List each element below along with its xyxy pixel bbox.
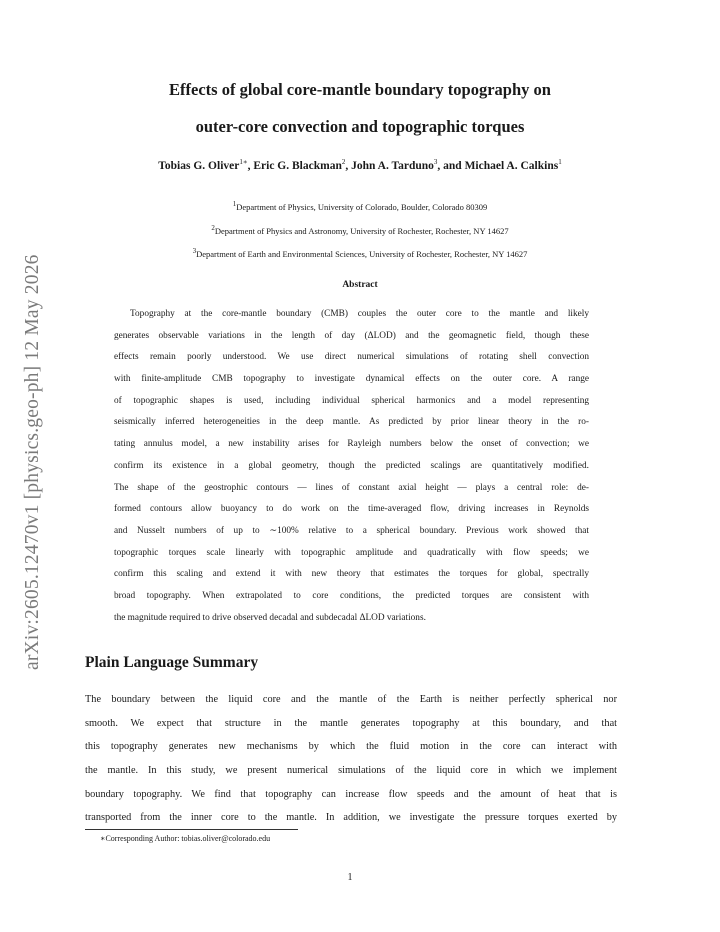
paper-title-line-1: Effects of global core-mantle boundary topography on (169, 80, 551, 99)
author-name: Michael A. Calkins (464, 159, 559, 172)
arxiv-identifier-stamp: arXiv:2605.12470v1 [physics.geo-ph] 12 May 2026 (22, 254, 43, 670)
abstract-line: broad topography. When extrapolated to core conditions, the predicted torques are consistent with (114, 590, 589, 601)
abstract-line: formed contours allow buoyancy to do work on the time-averaged flow, driving increases in Reynolds (114, 504, 589, 515)
summary-line: The boundary between the liquid core and the mantle of the Earth is neither perfectly spherical nor (85, 694, 617, 705)
paper-title-line-2: outer-core convection and topographic torques (195, 117, 525, 136)
abstract-body (114, 304, 589, 629)
page-number: 1 (347, 872, 353, 883)
author-separator: , (345, 159, 352, 172)
footnote-rule (85, 829, 298, 830)
author-name: John A. Tarduno (351, 159, 434, 172)
affiliation-1 (0, 200, 720, 212)
author-affiliation-mark: 3 (433, 158, 438, 166)
summary-line: transported from the inner core to the mantle. In addition, we investigate the pressure torques exerted by (85, 812, 617, 824)
abstract-line: confirm its existence in a global geometry, though the predicted scalings are quantitatively modified. (114, 460, 589, 471)
abstract-line: and Nusselt numbers of up to ∼100% relative to a spherical boundary. Previous work showed that (114, 525, 589, 536)
affiliation-text: Department of Physics, University of Colorado, Boulder, Colorado 80309 (236, 201, 488, 212)
section-heading-plain-language-summary: Plain Language Summary (85, 654, 259, 671)
author-affiliation-mark: 2 (341, 158, 346, 166)
corresponding-author-footnote: ∗Corresponding Author: tobias.oliver@colorado.edu (100, 834, 271, 843)
plain-language-summary-body (85, 688, 617, 830)
abstract-line: effects remain poorly understood. We use direct numerical simulations of rotating shell convection (114, 352, 589, 363)
author-list (0, 158, 720, 172)
abstract-line: seismically inferred heterogeneities in the deep mantle. As predicted by prior linear theory in the ro- (114, 417, 589, 428)
affiliation-mark: 3 (192, 247, 197, 255)
abstract-line: topographic torques scale linearly with topographic amplitude and quadratically with flow speeds; we (114, 547, 589, 558)
author-name: Tobias G. Oliver (158, 159, 240, 172)
abstract-line: confirm this scaling and extend it with new theory that estimates the torques for global, spectrally (114, 569, 589, 580)
affiliation-3 (0, 247, 720, 259)
abstract-heading: Abstract (342, 280, 378, 290)
abstract-line: the magnitude required to drive observed decadal and subdecadal ΔLOD variations. (114, 612, 426, 623)
author-affiliation-mark: 1 (558, 158, 562, 166)
abstract-line: generates observable variations in the length of day (ΔLOD) and the geomagnetic field, though these (114, 330, 589, 341)
summary-line: smooth. We expect that structure in the mantle generates topography at this boundary, and that (85, 717, 617, 729)
affiliation-text: Department of Earth and Environmental Sciences, University of Rochester, Rochester, NY 14627 (196, 248, 528, 259)
affiliation-mark: 2 (211, 224, 215, 232)
summary-line: boundary topography. We find that topography can increase flow speeds and the amount of heat that is (85, 788, 617, 800)
summary-line: this topography generates new mechanisms by which the fluid motion in the core can interact with (85, 741, 617, 753)
abstract-line: with finite-amplitude CMB topography to investigate dynamical effects on the outer core. A range (114, 374, 589, 385)
author-separator: , and (437, 159, 465, 172)
abstract-line: tating annulus model, a new instability arises for Rayleigh numbers below the onset of convection; we (114, 439, 589, 450)
affiliation-text: Department of Physics and Astronomy, University of Rochester, Rochester, NY 14627 (214, 225, 509, 236)
abstract-line: of topographic shapes is used, including individual spherical harmonics and a model representing (114, 395, 589, 406)
author-separator: , (247, 159, 254, 172)
summary-line: the mantle. In this study, we present numerical simulations of the liquid core in which we implement (85, 765, 617, 777)
author-affiliation-mark: 1∗ (239, 158, 248, 166)
abstract-line: The shape of the geostrophic contours — lines of constant axial height — plays a central role: de- (114, 482, 589, 493)
affiliation-mark: 1 (232, 200, 237, 208)
author-name: Eric G. Blackman (253, 159, 342, 172)
affiliation-2 (0, 224, 720, 236)
abstract-line: Topography at the core-mantle boundary (CMB) couples the outer core to the mantle and likely (130, 309, 589, 319)
